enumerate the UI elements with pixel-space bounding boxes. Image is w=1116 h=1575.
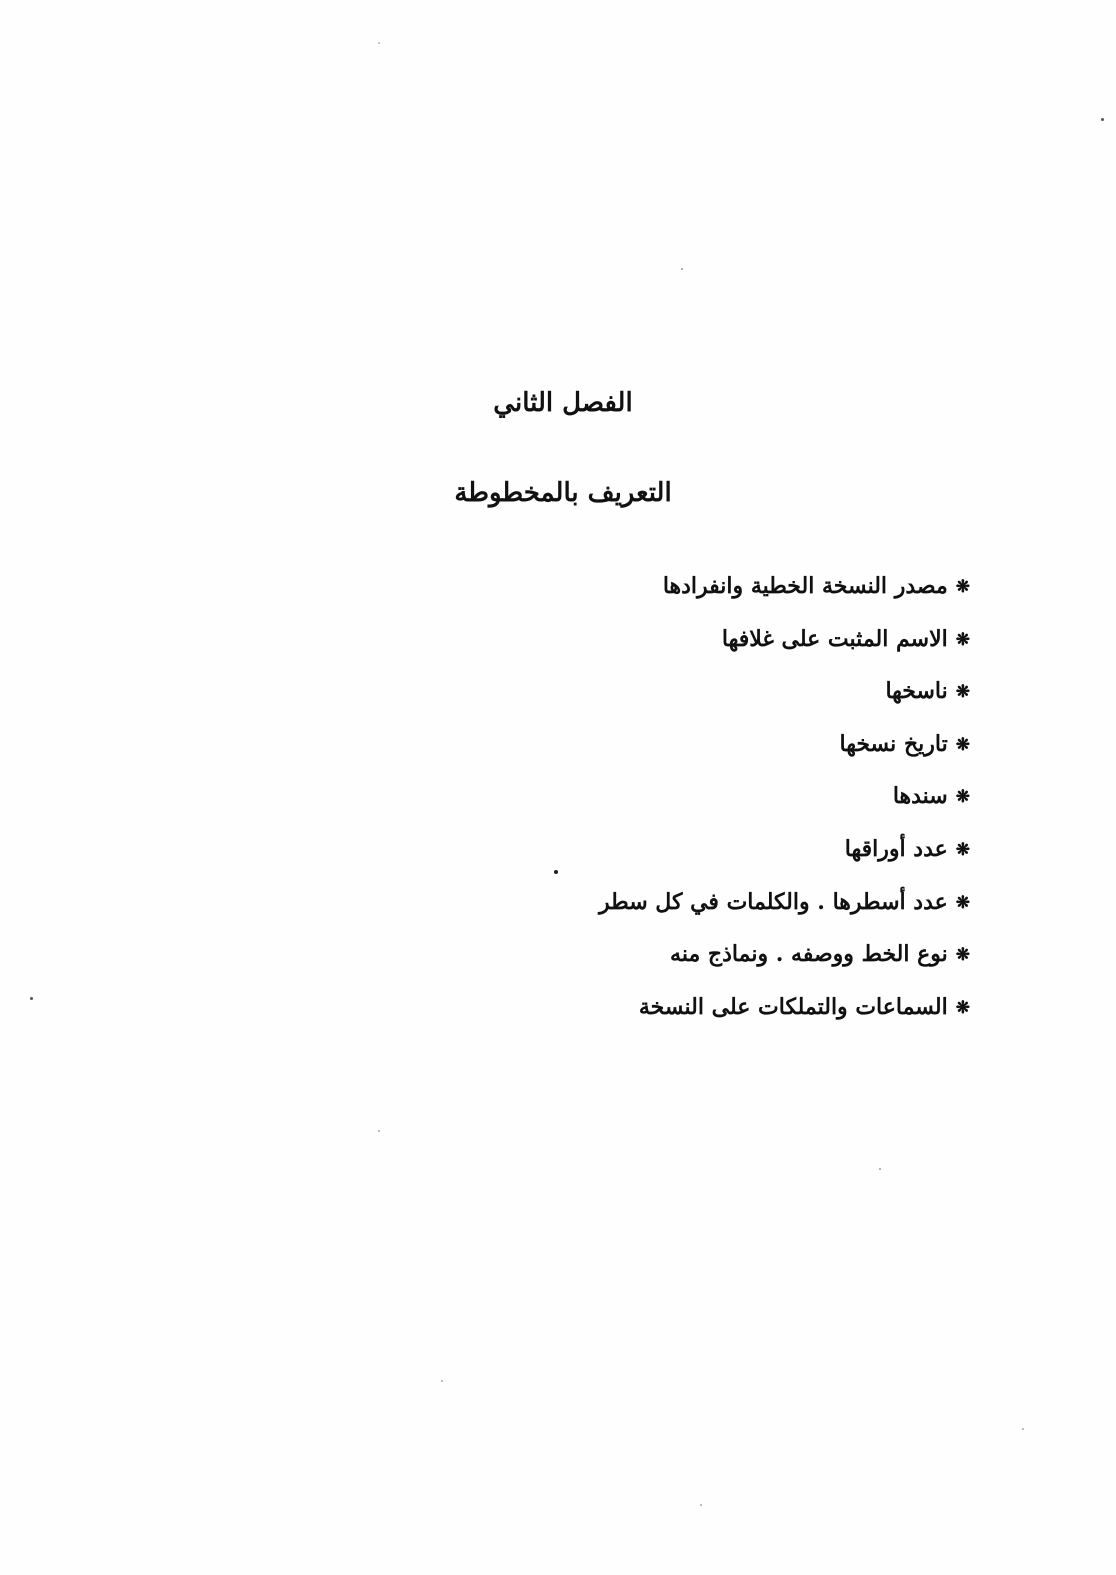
scan-speck <box>441 1380 443 1382</box>
scan-speck <box>554 870 558 874</box>
list-item-text: عدد أوراقها <box>844 835 948 862</box>
chapter-subtitle: التعريف بالمخطوطة <box>454 478 672 508</box>
list-item <box>599 882 970 935</box>
list-item-text: السماعات والتملكات على النسخة <box>638 993 948 1020</box>
asterisk-bullet-icon: ❋ <box>955 997 970 1018</box>
list-item-text: عدد أسطرها . والكلمات في كل سطر <box>599 888 948 915</box>
list-item-text: تاريخ نسخها <box>839 730 948 757</box>
list-item-text: نوع الخط ووصفه . ونماذج منه <box>670 941 948 968</box>
scan-speck <box>1101 118 1104 121</box>
list-item-text: سندها <box>892 783 948 810</box>
list-item <box>599 619 970 672</box>
list-item <box>599 934 970 987</box>
asterisk-bullet-icon: ❋ <box>955 682 970 703</box>
list-item-text: ناسخها <box>885 678 948 705</box>
scan-speck <box>879 1168 881 1170</box>
list-item <box>599 671 970 724</box>
scan-speck <box>378 42 380 44</box>
scan-speck <box>681 268 683 270</box>
list-item <box>599 724 970 777</box>
asterisk-bullet-icon: ❋ <box>955 945 970 966</box>
list-item <box>599 566 970 619</box>
scan-speck <box>700 1504 702 1506</box>
asterisk-bullet-icon: ❋ <box>955 839 970 860</box>
asterisk-bullet-icon: ❋ <box>955 629 970 650</box>
list-item-text: الاسم المثبت على غلافها <box>721 625 948 652</box>
asterisk-bullet-icon: ❋ <box>955 577 970 597</box>
list-item <box>599 776 970 829</box>
list-item <box>599 829 970 882</box>
scan-speck <box>30 997 33 1000</box>
contents-list <box>599 566 970 1039</box>
asterisk-bullet-icon: ❋ <box>955 734 970 755</box>
asterisk-bullet-icon: ❋ <box>955 892 970 913</box>
chapter-title: الفصل الثاني <box>493 388 633 418</box>
list-item-text: مصدر النسخة الخطية وانفرادها <box>662 573 948 599</box>
asterisk-bullet-icon: ❋ <box>955 787 970 808</box>
scan-speck <box>1022 1428 1024 1430</box>
list-item <box>599 987 970 1040</box>
scan-speck <box>378 1130 380 1132</box>
